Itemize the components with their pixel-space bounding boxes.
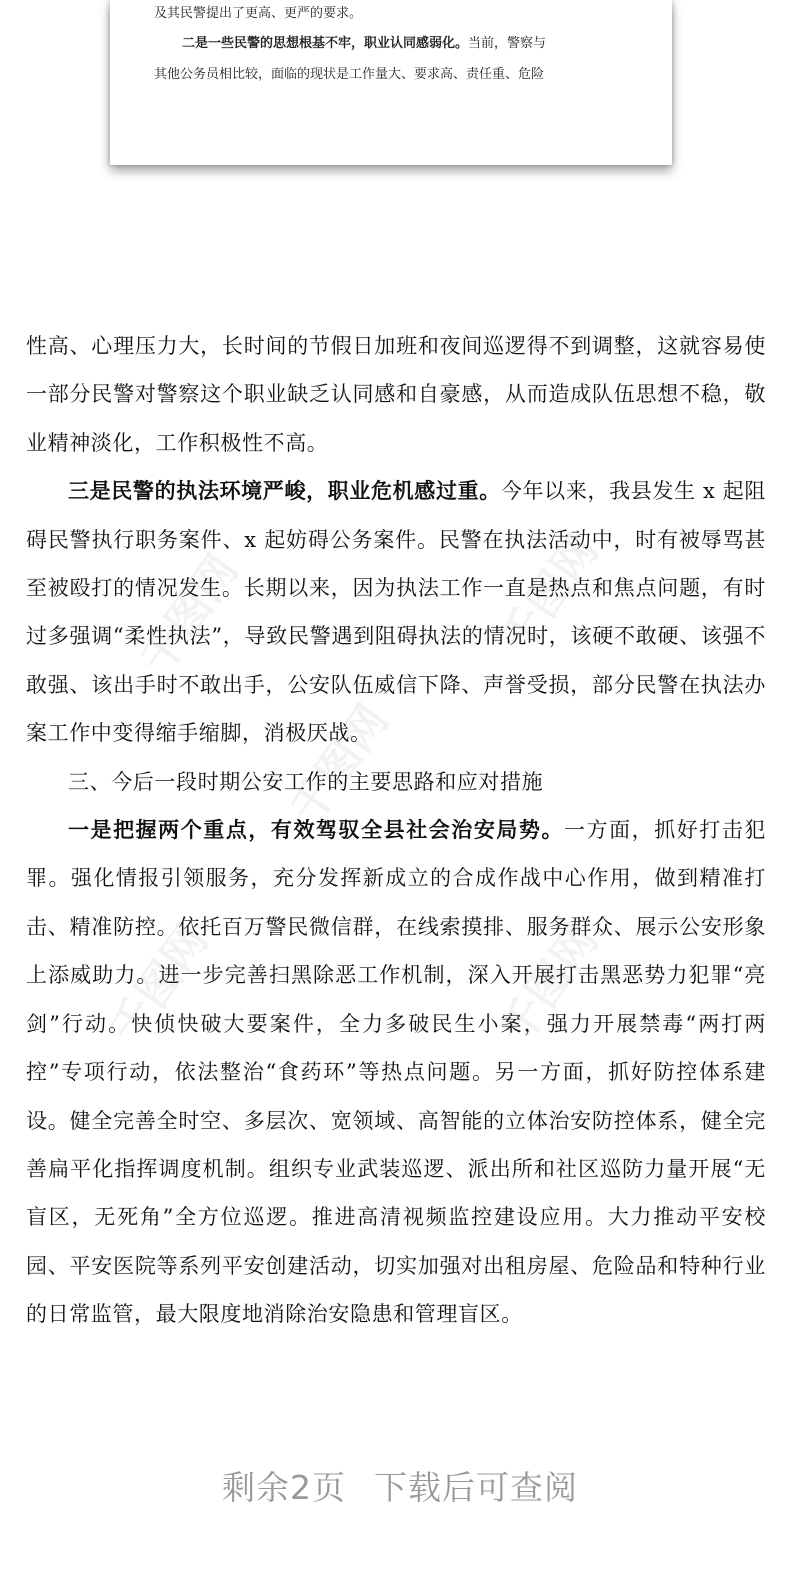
download-prompt[interactable]: [0, 1462, 800, 1509]
paragraph-text: 今年以来，我县发生 x 起阻碍民警执行职务案件、x 起妨碍公务案件。民警在执法活动中，时有被辱骂甚至被殴打的情况发生。长期以来，因为执法工作一直是热点和焦点问题，有时过多强调“柔性执法”，导致民警遇到阻碍执法的情况时，该硬不敢硬、该强不敢强、该出手时不敢出手，公安队伍威信下降、声誉受损，部分民警在执法办案工作中变得缩手缩脚，消极厌战。: [26, 479, 767, 746]
paragraph: [26, 467, 766, 757]
section-heading: 三、今后一段时期公安工作的主要思路和应对措施: [68, 769, 544, 794]
watermark: 千图网: [130, 545, 249, 684]
watermark: 千图网: [280, 695, 399, 834]
watermark: 千图网: [490, 525, 609, 664]
bold-lead: 三是民警的执法环境严峻，职业危机感过重。: [68, 478, 501, 504]
preview-page-card: [110, 0, 672, 165]
watermark: 千图网: [490, 915, 609, 1054]
paragraph-text: 一方面，抓好打击犯罪。强化情报引领服务，充分发挥新成立的合成作战中心作用，做到精准打击、精准防控。依托百万警民微信群，在线索摸排、服务群众、展示公安形象上添威助力。进一步完善扫黑除恶工作机制，深入开展打击黑恶势力犯罪“亮剑”行动。快侦快破大要案件，全力多破民生小案，强力开展禁毒“两打两控”专项行动，依法整治“食药环”等热点问题。另一方面，抓好防控体系建设。健全完善全时空、多层次、宽领域、高智能的立体治安防控体系，健全完善扁平化指挥调度机制。组织专业武装巡逻、派出所和社区巡防力量开展“无盲区，无死角”全方位巡逻。推进高清视频监控建设应用。大力推动平安校园、平安医院等系列平安创建活动，切实加强对出租房屋、危险品和特种行业的日常监管，最大限度地消除治安隐患和管理盲区。: [26, 818, 767, 1327]
preview-line: 其他公务员相比较，面临的现状是工作量大、要求高、责任重、危险: [154, 67, 545, 82]
download-to-view-link[interactable]: 下载后可查阅: [374, 1468, 578, 1507]
preview-line: 及其民警提出了更高、更严的要求。: [154, 6, 363, 21]
remaining-pages-text[interactable]: 剩余2页: [222, 1468, 346, 1507]
paragraph: 性高、心理压力大，长时间的节假日加班和夜间巡逻得不到调整，这就容易使一部分民警对警察这个职业缺乏认同感和自豪感，从而造成队伍思想不稳，敬业精神淡化，工作积极性不高。: [26, 334, 766, 455]
watermark: 千图网: [100, 915, 219, 1054]
preview-bold-phrase: 二是一些民警的思想根基不牢，职业认同感弱化。: [182, 36, 469, 51]
paragraph: [26, 806, 766, 1338]
document-body: [26, 322, 766, 1339]
preview-line: [182, 35, 662, 53]
preview-line-rest: 当前，警察与: [468, 36, 547, 51]
bold-lead: 一是把握两个重点，有效驾驭全县社会治安局势。: [68, 817, 565, 843]
